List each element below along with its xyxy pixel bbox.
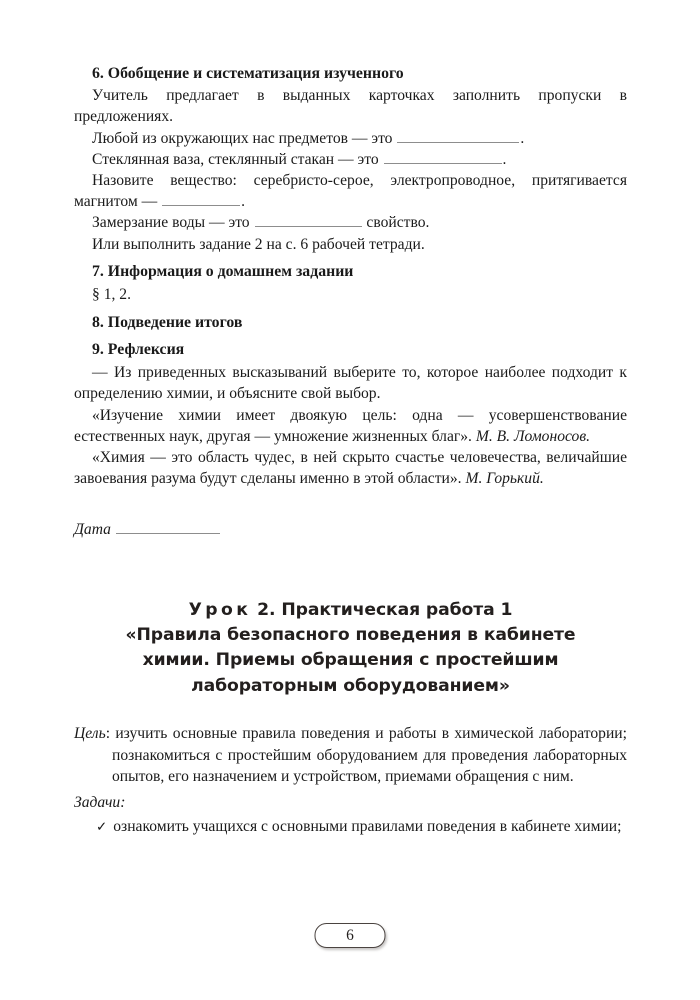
section-6-intro: Учитель предлагает в выданных карточках заполнить пропуски в предложениях.: [74, 87, 627, 126]
fill-in-item-1: [74, 128, 627, 149]
fill-in-item-2-text: Стеклянная ваза, стеклянный стакан — это: [92, 150, 383, 168]
fill-in-item-1-suffix: .: [520, 129, 525, 147]
goal-label: Цель: [74, 725, 106, 743]
fill-in-item-1-text: Любой из окружающих нас предметов — это: [92, 129, 397, 147]
section-heading-6: 6. Обобщение и систематизация изученного: [92, 64, 404, 82]
task-list-item: [74, 814, 627, 838]
fill-in-blank-2[interactable]: [384, 150, 502, 164]
page-number-text: 6: [346, 926, 354, 944]
fill-in-item-3: [74, 170, 627, 212]
checkmark-icon: ✓: [96, 819, 108, 835]
quote-1-text: «Изучение химии имеет двоякую цель: одна — усовершенствование естественных наук, другая — умножение жизненных благ».: [74, 406, 627, 445]
date-blank[interactable]: [116, 521, 220, 535]
date-label: Дата: [74, 521, 111, 539]
task-item-text: ознакомить учащихся с основными правилами поведения в кабинете химии;: [113, 817, 622, 835]
tasks-label: Задачи:: [74, 794, 126, 812]
fill-in-item-3-suffix: .: [241, 193, 246, 211]
quote-1: [74, 405, 627, 447]
goal-text: изучить основные правила поведения и работы в химической лаборатории; познакомиться с простейшим оборудованием для проведения лабораторных опытов, его назначением и устройством, приемами обращения с ним.: [112, 725, 627, 785]
goal-separator: :: [105, 725, 116, 743]
lesson-number-and-type: 2. Практическая работа 1: [257, 599, 513, 620]
fill-in-item-3-text: Назовите вещество: серебристо-серое, электропроводное, притягивается магнитом —: [74, 172, 627, 211]
section-heading-9: 9. Рефлексия: [92, 341, 185, 359]
section-heading-7: 7. Информация о домашнем задании: [92, 263, 354, 281]
fill-in-item-4-text: Замерзание воды — это: [92, 214, 254, 232]
fill-in-blank-3[interactable]: [162, 192, 240, 206]
section-7-body: § 1, 2.: [92, 286, 131, 304]
section-6-alt-task: Или выполнить задание 2 на с. 6 рабочей тетради.: [92, 235, 425, 253]
date-line: [74, 489, 627, 540]
lesson-title-line-1: [74, 598, 627, 623]
lesson-title-line-3: химии. Приемы обращения с простейшим: [142, 650, 559, 671]
fill-in-item-2: [74, 149, 627, 170]
quote-1-author: М. В. Ломоносов.: [475, 427, 591, 445]
section-9-instruction: — Из приведенных высказываний выберите то, которое наиболее подходит к определению химии, и объясните свой выбор.: [74, 364, 627, 403]
fill-in-item-4: [74, 212, 627, 233]
quote-2-text: «Химия — это область чудес, в ней скрыто счастье человечества, величайшие завоевания разума будут сделаны именно в этой области».: [74, 448, 627, 488]
lesson-title-line-4: лабораторным оборудованием»: [191, 675, 510, 696]
quote-2: [74, 447, 627, 489]
fill-in-blank-1[interactable]: [397, 129, 519, 143]
quote-2-author: М. Горький.: [465, 470, 544, 488]
page-number-badge: [315, 923, 386, 948]
lesson-title-line-2: «Правила безопасного поведения в кабинете: [125, 624, 576, 645]
lesson-word: Урок: [188, 599, 252, 620]
fill-in-item-2-suffix: .: [502, 150, 507, 168]
fill-in-item-4-suffix: свойство.: [362, 214, 430, 232]
section-heading-8: 8. Подведение итогов: [92, 313, 243, 331]
lesson-title-block: [74, 541, 627, 700]
page-content: [74, 56, 627, 838]
fill-in-blank-4[interactable]: [255, 214, 362, 228]
goal-paragraph: [74, 699, 627, 787]
